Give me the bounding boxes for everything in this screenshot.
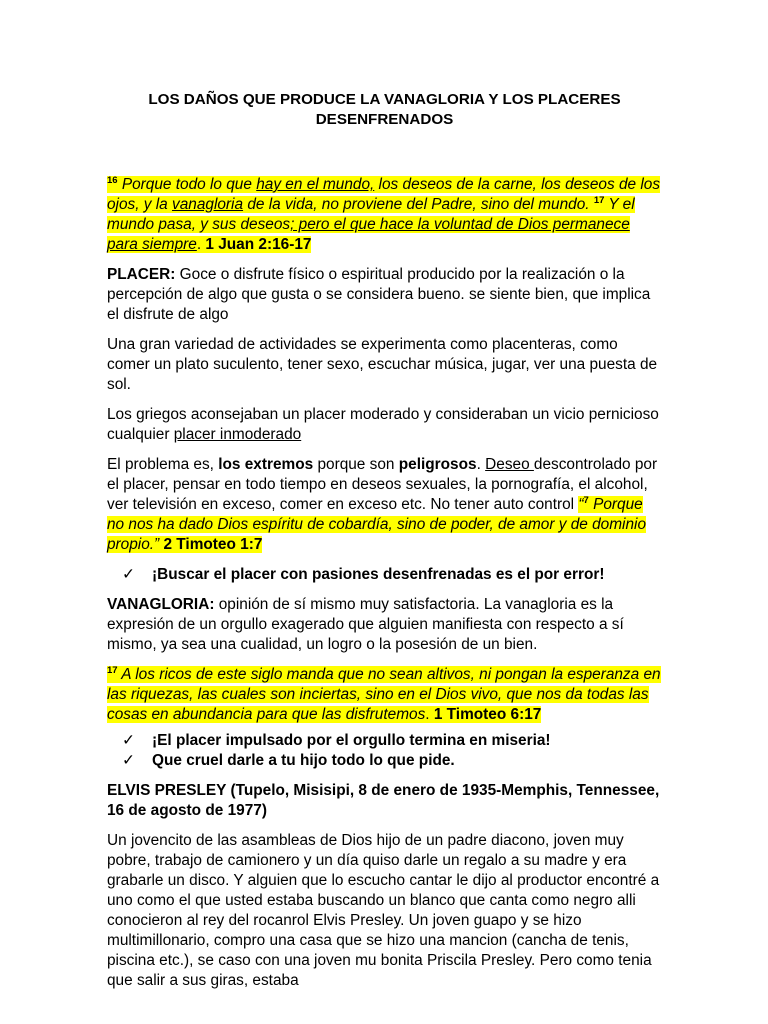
placer-definition: PLACER: Goce o disfrute físico o espiritual producido por la realización o la percepción de algo que gusta o se considera bueno. se siente bien, que implica el disfrute de algo	[107, 266, 651, 323]
vanagloria-definition: VANAGLORIA: opinión de sí mismo muy satisfactoria. La vanagloria es la expresión de un orgullo exagerado que alguien manifiesta con respecto a sí mismo, ya sea una cualidad, un logro o la posesión de un bien.	[107, 596, 624, 653]
checkmark-icon: ✓	[122, 752, 135, 769]
elvis-heading: ELVIS PRESLEY (Tupelo, Misisipi, 8 de enero de 1935-Memphis, Tennessee, 16 de agosto de 1977)	[107, 782, 660, 819]
verse-reference: 1 Juan 2:16-17	[205, 236, 312, 253]
verse-1-timoteo: $^{17}$ A los ricos de este siglo manda que no sean altivos, ni pongan la esperanza en las riquezas, las cuales son inciertas, sino en el Dios vivo, que nos da todas las cosas en abundancia para que las disfrutemos. 1 Timoteo 6:17	[107, 664, 661, 723]
verse-reference: 1 Timoteo 6:17	[433, 706, 542, 723]
verse-number: 17	[593, 194, 605, 206]
term-label: PLACER:	[107, 266, 176, 283]
verse-number: 7	[583, 494, 589, 506]
checkmark-icon: ✓	[122, 566, 135, 583]
checklist-1	[107, 565, 662, 585]
verse-number: 16	[107, 174, 118, 186]
checkmark-icon: ✓	[122, 732, 135, 749]
checklist-2	[107, 731, 662, 771]
title-line-1: LOS DAÑOS QUE PRODUCE LA VANAGLORIA Y LOS PLACERES	[148, 91, 621, 108]
check-item: ✓ ¡Buscar el placer con pasiones desenfrenadas es el por error!	[122, 566, 605, 583]
title-line-2: DESENFRENADOS	[315, 111, 454, 128]
paragraph-griegos: Los griegos aconsejaban un placer moderado y consideraban un vicio pernicioso cualquier placer inmoderado	[107, 406, 659, 443]
check-item: ✓ Que cruel darle a tu hijo todo lo que pide.	[122, 752, 455, 769]
verse-reference: 2 Timoteo 1:7	[159, 536, 263, 553]
verse-1-juan: $^{16}$ Porque todo lo que hay en el mundo, los deseos de la carne, los deseos de los ojos, y la vanagloria de la vida, no proviene del Padre, sino del mundo. $^{17}$ Y el mundo pasa, y sus deseos; pero el que hace la voluntad de Dios permanece para siempre. 1 Juan 2:16-17	[107, 174, 661, 253]
paragraph-problema: El problema es, los extremos porque son peligrosos. Deseo descontrolado por el placer, pensar en todo tiempo en deseos sexuales, la pornografía, el alcohol, ver televisión en exceso, comer en exceso etc. No tener auto control “$^7$ Porque no nos ha dado Dios espíritu de cobardía, sino de poder, de amor y de dominio propio.” 2 Timoteo 1:7	[107, 456, 658, 553]
term-label: VANAGLORIA:	[107, 596, 215, 613]
elvis-paragraph: Un jovencito de las asambleas de Dios hijo de un padre diacono, joven muy pobre, trabajo de camionero y un día quiso darle un regalo a su madre y era grabarle un disco. Y alguien que lo escucho cantar le dijo al productor encontré a uno como el que usted estaba buscando un blanco que canta como negro alli conocieron al rey del rocanrol Elvis Presley. Un joven guapo y se hizo multimillonario, compro una casa que se hizo una mancion (cancha de tenis, piscina etc.), se caso con una joven mu bonita Priscila Presley. Pero como tenia que salir a sus giras, estaba	[107, 832, 660, 989]
verse-number: 17	[107, 664, 118, 676]
page-title	[107, 90, 662, 130]
paragraph-actividades: Una gran variedad de actividades se experimenta como placenteras, como comer un plato suculento, tener sexo, escuchar música, jugar, ver una puesta de sol.	[107, 336, 658, 393]
check-item: ✓ ¡El placer impulsado por el orgullo termina en miseria!	[122, 732, 551, 749]
